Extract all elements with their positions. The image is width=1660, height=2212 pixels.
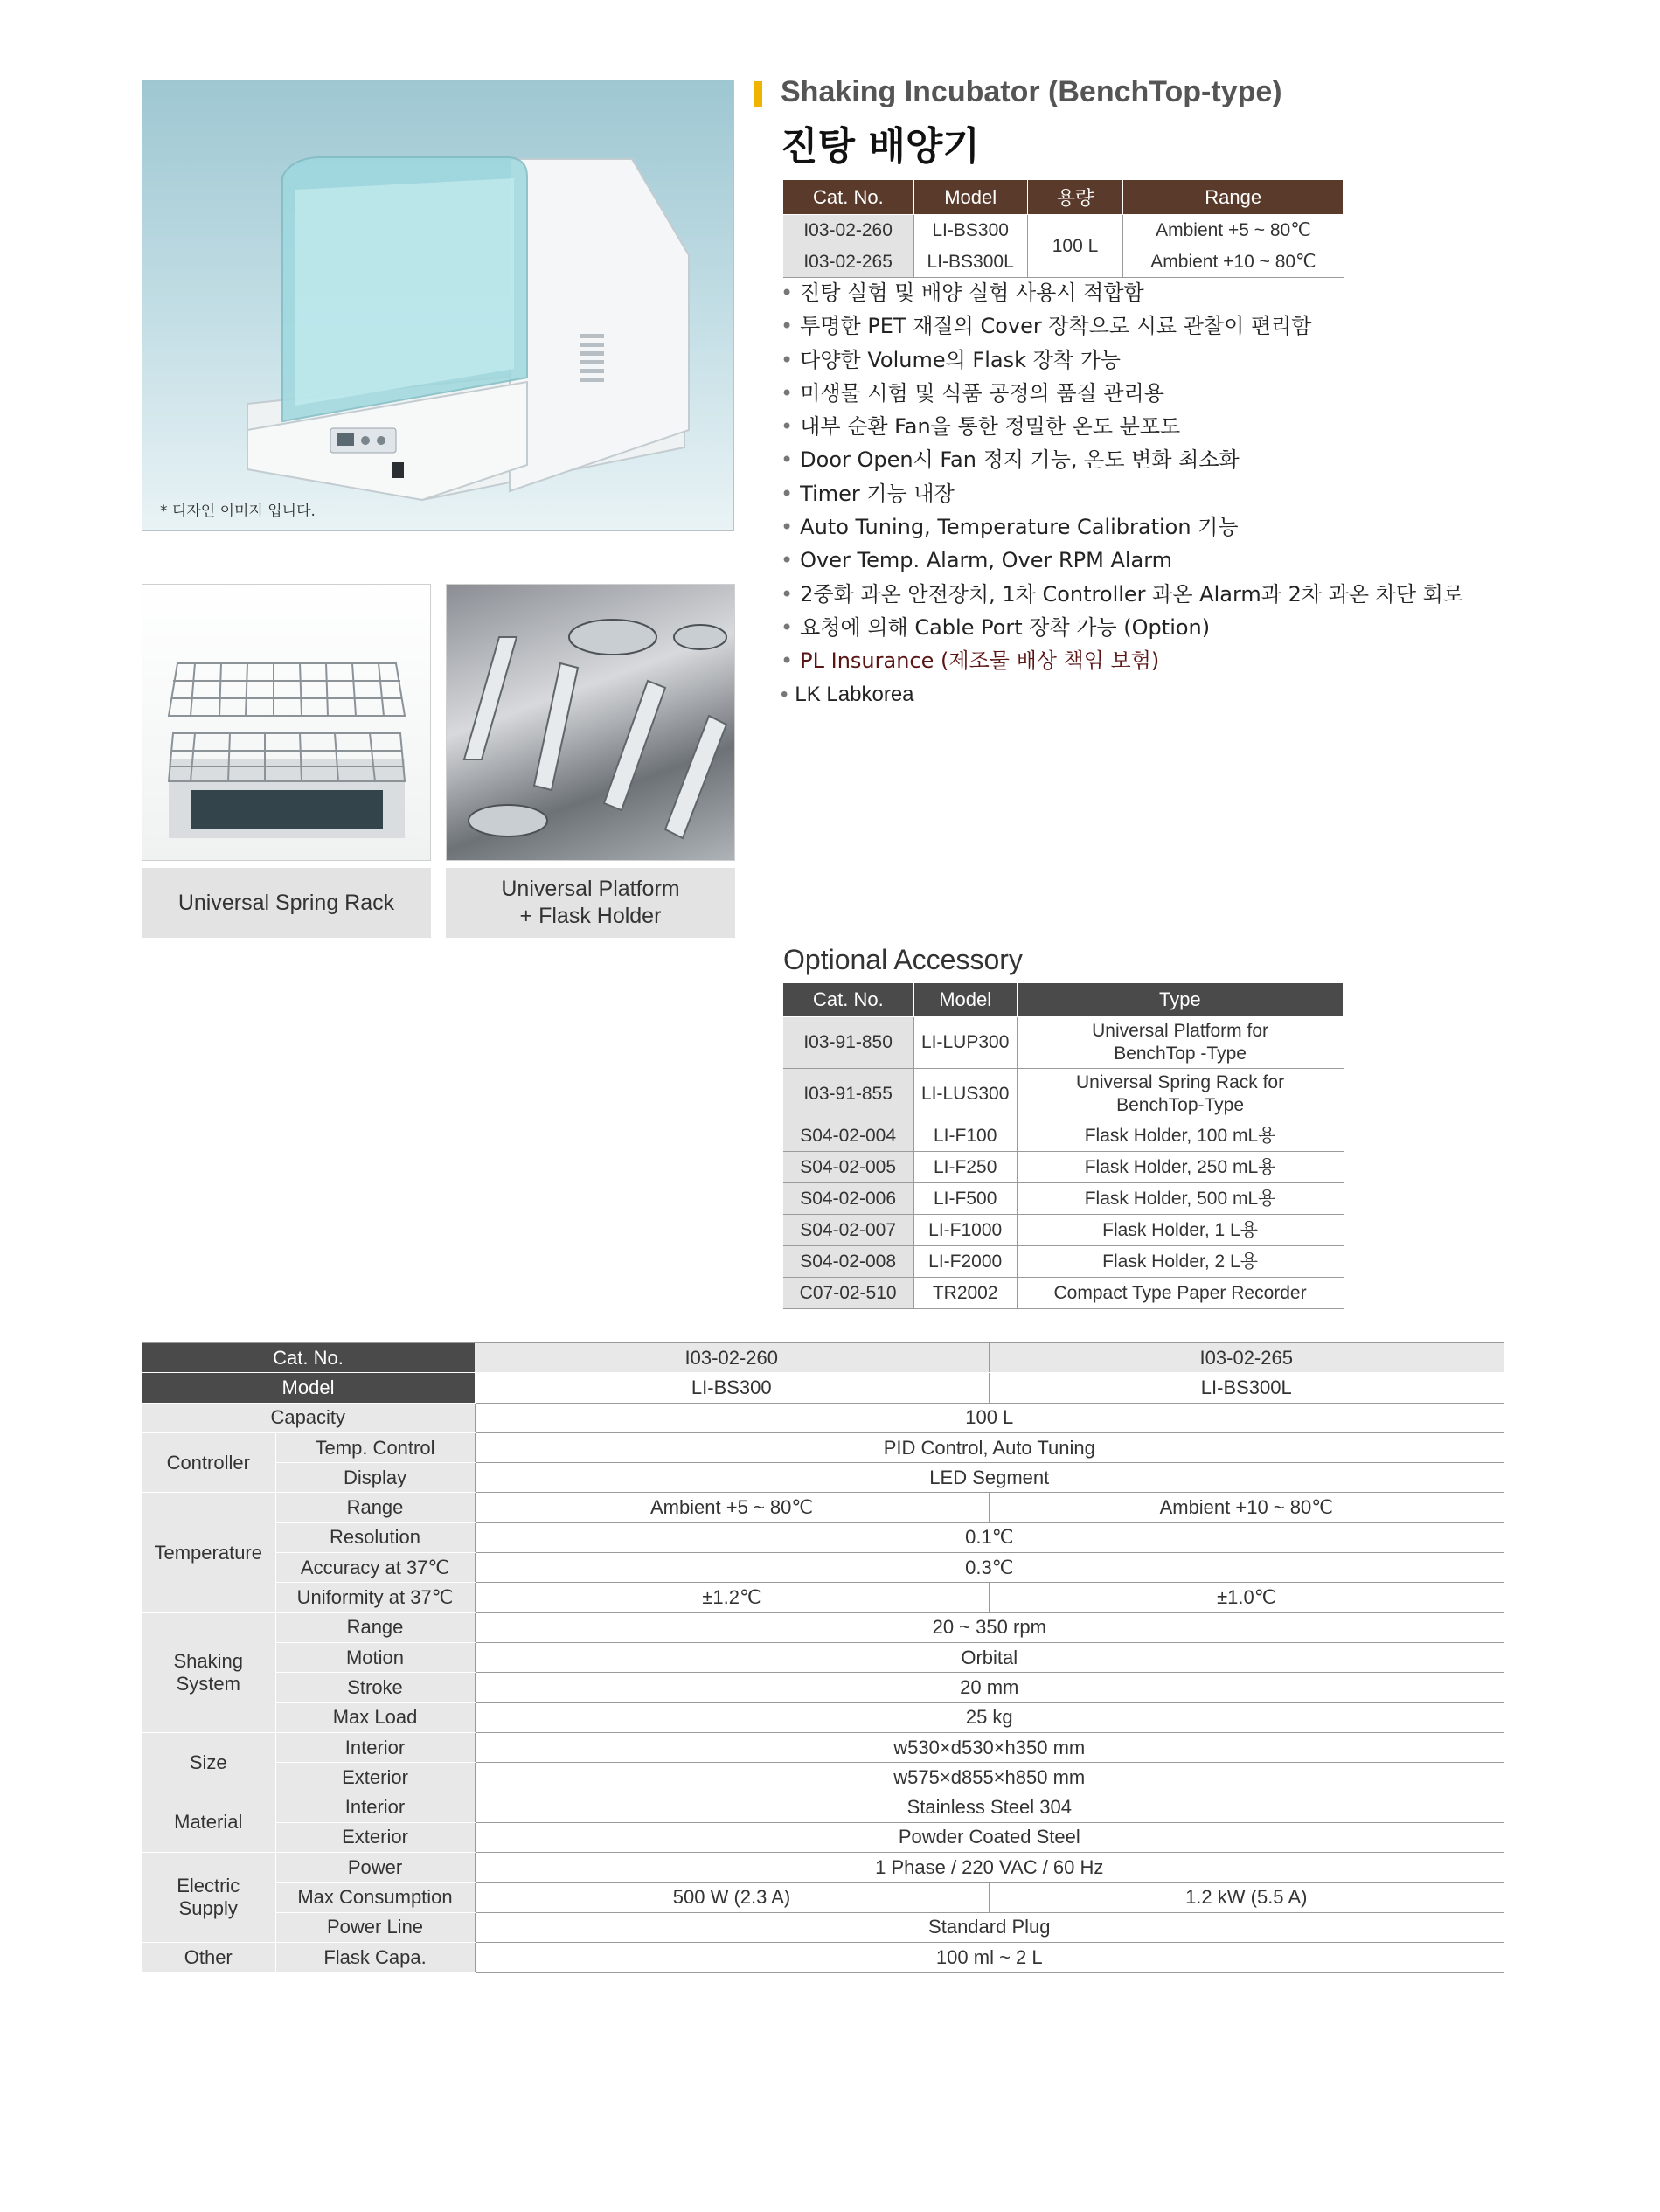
capacity-label: Capacity	[142, 1403, 475, 1432]
list-item: • 진탕 실험 및 배양 실험 사용시 적합함	[781, 276, 1463, 309]
table-row	[783, 1246, 1344, 1278]
title-accent-bar	[754, 81, 762, 107]
capacity-cell: 100 L	[1027, 215, 1123, 278]
list-item: • Auto Tuning, Temperature Calibration 기능	[781, 510, 1463, 544]
type-cell: Flask Holder, 1 L용	[1017, 1215, 1343, 1246]
list-item-pl-insurance	[781, 644, 1463, 677]
power-label: Power	[275, 1853, 475, 1883]
list-item: • Over Temp. Alarm, Over RPM Alarm	[781, 544, 1463, 577]
cat-no-cell: S04-02-006	[783, 1183, 914, 1215]
motion-value: Orbital	[475, 1642, 1504, 1672]
type-cell: Flask Holder, 500 mL용	[1017, 1183, 1343, 1215]
table-header-row	[783, 180, 1344, 215]
material-group: Material	[142, 1792, 275, 1853]
model-cell: TR2002	[913, 1278, 1017, 1309]
flask-capa-label: Flask Capa.	[275, 1942, 475, 1972]
pl-insurance-highlight: PL Insurance	[800, 648, 934, 674]
accuracy-label: Accuracy at 37℃	[275, 1553, 475, 1583]
table-header-row	[783, 983, 1344, 1017]
table-row	[783, 215, 1344, 246]
shaking-range-label: Range	[275, 1612, 475, 1642]
model-cell: LI-LUS300	[913, 1069, 1017, 1120]
uniformity-a: ±1.2℃	[475, 1583, 989, 1612]
product-title-ko: 진탕 배양기	[781, 124, 980, 169]
table-row	[142, 1373, 1504, 1403]
cat-no-cell: I03-02-260	[783, 215, 914, 246]
electric-group: Electric Supply	[142, 1853, 275, 1943]
table-row	[783, 1152, 1344, 1183]
list-item: • Timer 기능 내장	[781, 477, 1463, 510]
table-row	[142, 1612, 1504, 1642]
range-cell: Ambient +5 ~ 80℃	[1123, 215, 1344, 246]
capacity-value: 100 L	[475, 1403, 1504, 1432]
stroke-value: 20 mm	[475, 1673, 1504, 1702]
temp-range-b: Ambient +10 ~ 80℃	[989, 1493, 1504, 1522]
max-load-label: Max Load	[275, 1702, 475, 1732]
motion-label: Motion	[275, 1642, 475, 1672]
temperature-group: Temperature	[142, 1493, 275, 1612]
model-cell: LI-BS300L	[913, 246, 1027, 278]
table-row	[142, 1493, 1504, 1522]
other-group: Other	[142, 1942, 275, 1972]
size-exterior-value: w575×d855×h850 mm	[475, 1763, 1504, 1792]
table-row	[783, 1120, 1344, 1152]
model-cell: LI-F500	[913, 1183, 1017, 1215]
material-exterior-value: Powder Coated Steel	[475, 1822, 1504, 1852]
temp-range-a: Ambient +5 ~ 80℃	[475, 1493, 989, 1522]
material-interior-label: Interior	[275, 1792, 475, 1822]
product-image	[142, 80, 734, 531]
table-row	[142, 1942, 1504, 1972]
model-cell: LI-F1000	[913, 1215, 1017, 1246]
table-row	[142, 1403, 1504, 1432]
table-row	[142, 1463, 1504, 1493]
table-row	[142, 1673, 1504, 1702]
table-row	[783, 1278, 1344, 1309]
model-cell: LI-LUP300	[913, 1017, 1017, 1069]
size-interior-value: w530×d530×h350 mm	[475, 1732, 1504, 1762]
table-row	[142, 1553, 1504, 1583]
flask-holder-label: Universal Platform + Flask Holder	[446, 868, 735, 938]
table-row	[142, 1822, 1504, 1852]
material-interior-value: Stainless Steel 304	[475, 1792, 1504, 1822]
model-cell: LI-F100	[913, 1120, 1017, 1152]
spring-rack-image	[142, 584, 431, 861]
type-cell: Flask Holder, 250 mL용	[1017, 1152, 1343, 1183]
flask-capa-value: 100 ml ~ 2 L	[475, 1942, 1504, 1972]
resolution-label: Resolution	[275, 1522, 475, 1552]
header-model: Model	[913, 180, 1027, 215]
header-cat-no: Cat. No.	[783, 983, 914, 1017]
max-consumption-b: 1.2 kW (5.5 A)	[989, 1883, 1504, 1912]
type-cell: Universal Platform for BenchTop -Type	[1017, 1017, 1343, 1069]
list-item: • 투명한 PET 재질의 Cover 장착으로 시료 관찰이 편리함	[781, 309, 1463, 343]
header-capacity: 용량	[1027, 180, 1123, 215]
cat-no-a: I03-02-260	[475, 1343, 989, 1373]
uniformity-b: ±1.0℃	[989, 1583, 1504, 1612]
shaking-group: Shaking System	[142, 1612, 275, 1732]
model-label: Model	[142, 1373, 475, 1403]
size-group: Size	[142, 1732, 275, 1792]
cat-no-cell: S04-02-008	[783, 1246, 914, 1278]
spring-rack-label: Universal Spring Rack	[142, 868, 431, 938]
table-row	[142, 1912, 1504, 1942]
list-item: • 2중화 과온 안전장치, 1차 Controller 과온 Alarm과 2차 과온 차단 회로	[781, 578, 1463, 611]
shaking-range-value: 20 ~ 350 rpm	[475, 1612, 1504, 1642]
spring-rack-illustration	[142, 585, 431, 861]
image-caption: * 디자인 이미지 입니다.	[160, 503, 316, 520]
flask-holder-illustration	[447, 585, 735, 861]
type-cell: Universal Spring Rack for BenchTop-Type	[1017, 1069, 1343, 1120]
specification-table	[142, 1342, 1504, 1973]
header-range: Range	[1123, 180, 1344, 215]
type-cell: Flask Holder, 100 mL용	[1017, 1120, 1343, 1152]
table-row	[142, 1343, 1504, 1373]
cat-no-cell: I03-91-850	[783, 1017, 914, 1069]
table-row	[142, 1792, 1504, 1822]
cat-no-cell: I03-91-855	[783, 1069, 914, 1120]
max-consumption-label: Max Consumption	[275, 1883, 475, 1912]
table-row	[783, 1069, 1344, 1120]
cat-no-label: Cat. No.	[142, 1343, 475, 1373]
controller-group: Controller	[142, 1432, 275, 1493]
feature-list	[781, 276, 1463, 711]
table-row	[142, 1702, 1504, 1732]
max-consumption-a: 500 W (2.3 A)	[475, 1883, 989, 1912]
temp-control-label: Temp. Control	[275, 1432, 475, 1462]
table-row	[783, 1183, 1344, 1215]
incubator-illustration	[142, 80, 734, 531]
table-row	[783, 1017, 1344, 1069]
accessory-table	[782, 982, 1344, 1309]
temp-control-value: PID Control, Auto Tuning	[475, 1432, 1504, 1462]
product-title-en: Shaking Incubator (BenchTop-type)	[781, 75, 1282, 108]
model-table	[782, 179, 1344, 278]
flask-holder-image	[446, 584, 735, 861]
header-model: Model	[913, 983, 1017, 1017]
accessory-title: Optional Accessory	[783, 944, 1023, 975]
cat-no-b: I03-02-265	[989, 1343, 1504, 1373]
pl-insurance-text: (제조물 배상 책임 보험)	[934, 648, 1160, 674]
cat-no-cell: S04-02-007	[783, 1215, 914, 1246]
type-cell: Flask Holder, 2 L용	[1017, 1246, 1343, 1278]
table-row	[142, 1883, 1504, 1912]
cat-no-cell: S04-02-005	[783, 1152, 914, 1183]
list-item-brand: • LK Labkorea	[781, 678, 1463, 711]
max-load-value: 25 kg	[475, 1702, 1504, 1732]
list-item: • 내부 순환 Fan을 통한 정밀한 온도 분포도	[781, 410, 1463, 443]
model-a: LI-BS300	[475, 1373, 989, 1403]
display-label: Display	[275, 1463, 475, 1493]
stroke-label: Stroke	[275, 1673, 475, 1702]
power-value: 1 Phase / 220 VAC / 60 Hz	[475, 1853, 1504, 1883]
resolution-value: 0.1℃	[475, 1522, 1504, 1552]
model-b: LI-BS300L	[989, 1373, 1504, 1403]
table-row	[142, 1853, 1504, 1883]
table-row	[142, 1432, 1504, 1462]
temp-range-label: Range	[275, 1493, 475, 1522]
size-interior-label: Interior	[275, 1732, 475, 1762]
material-exterior-label: Exterior	[275, 1822, 475, 1852]
list-item: • Door Open시 Fan 정지 기능, 온도 변화 최소화	[781, 443, 1463, 476]
cat-no-cell: C07-02-510	[783, 1278, 914, 1309]
display-value: LED Segment	[475, 1463, 1504, 1493]
cat-no-cell: I03-02-265	[783, 246, 914, 278]
cat-no-cell: S04-02-004	[783, 1120, 914, 1152]
list-item: • 다양한 Volume의 Flask 장착 가능	[781, 343, 1463, 377]
size-exterior-label: Exterior	[275, 1763, 475, 1792]
power-line-value: Standard Plug	[475, 1912, 1504, 1942]
range-cell: Ambient +10 ~ 80℃	[1123, 246, 1344, 278]
list-item: • 요청에 의해 Cable Port 장착 가능 (Option)	[781, 611, 1463, 644]
accuracy-value: 0.3℃	[475, 1553, 1504, 1583]
list-item: • 미생물 시험 및 식품 공정의 품질 관리용	[781, 377, 1463, 410]
header-cat-no: Cat. No.	[783, 180, 914, 215]
table-row	[142, 1522, 1504, 1552]
model-cell: LI-F250	[913, 1152, 1017, 1183]
model-cell: LI-F2000	[913, 1246, 1017, 1278]
power-line-label: Power Line	[275, 1912, 475, 1942]
table-row	[142, 1732, 1504, 1762]
table-row	[142, 1763, 1504, 1792]
uniformity-label: Uniformity at 37℃	[275, 1583, 475, 1612]
table-row	[142, 1583, 1504, 1612]
model-cell: LI-BS300	[913, 215, 1027, 246]
table-row	[142, 1642, 1504, 1672]
header-type: Type	[1017, 983, 1343, 1017]
table-row	[783, 1215, 1344, 1246]
type-cell: Compact Type Paper Recorder	[1017, 1278, 1343, 1309]
